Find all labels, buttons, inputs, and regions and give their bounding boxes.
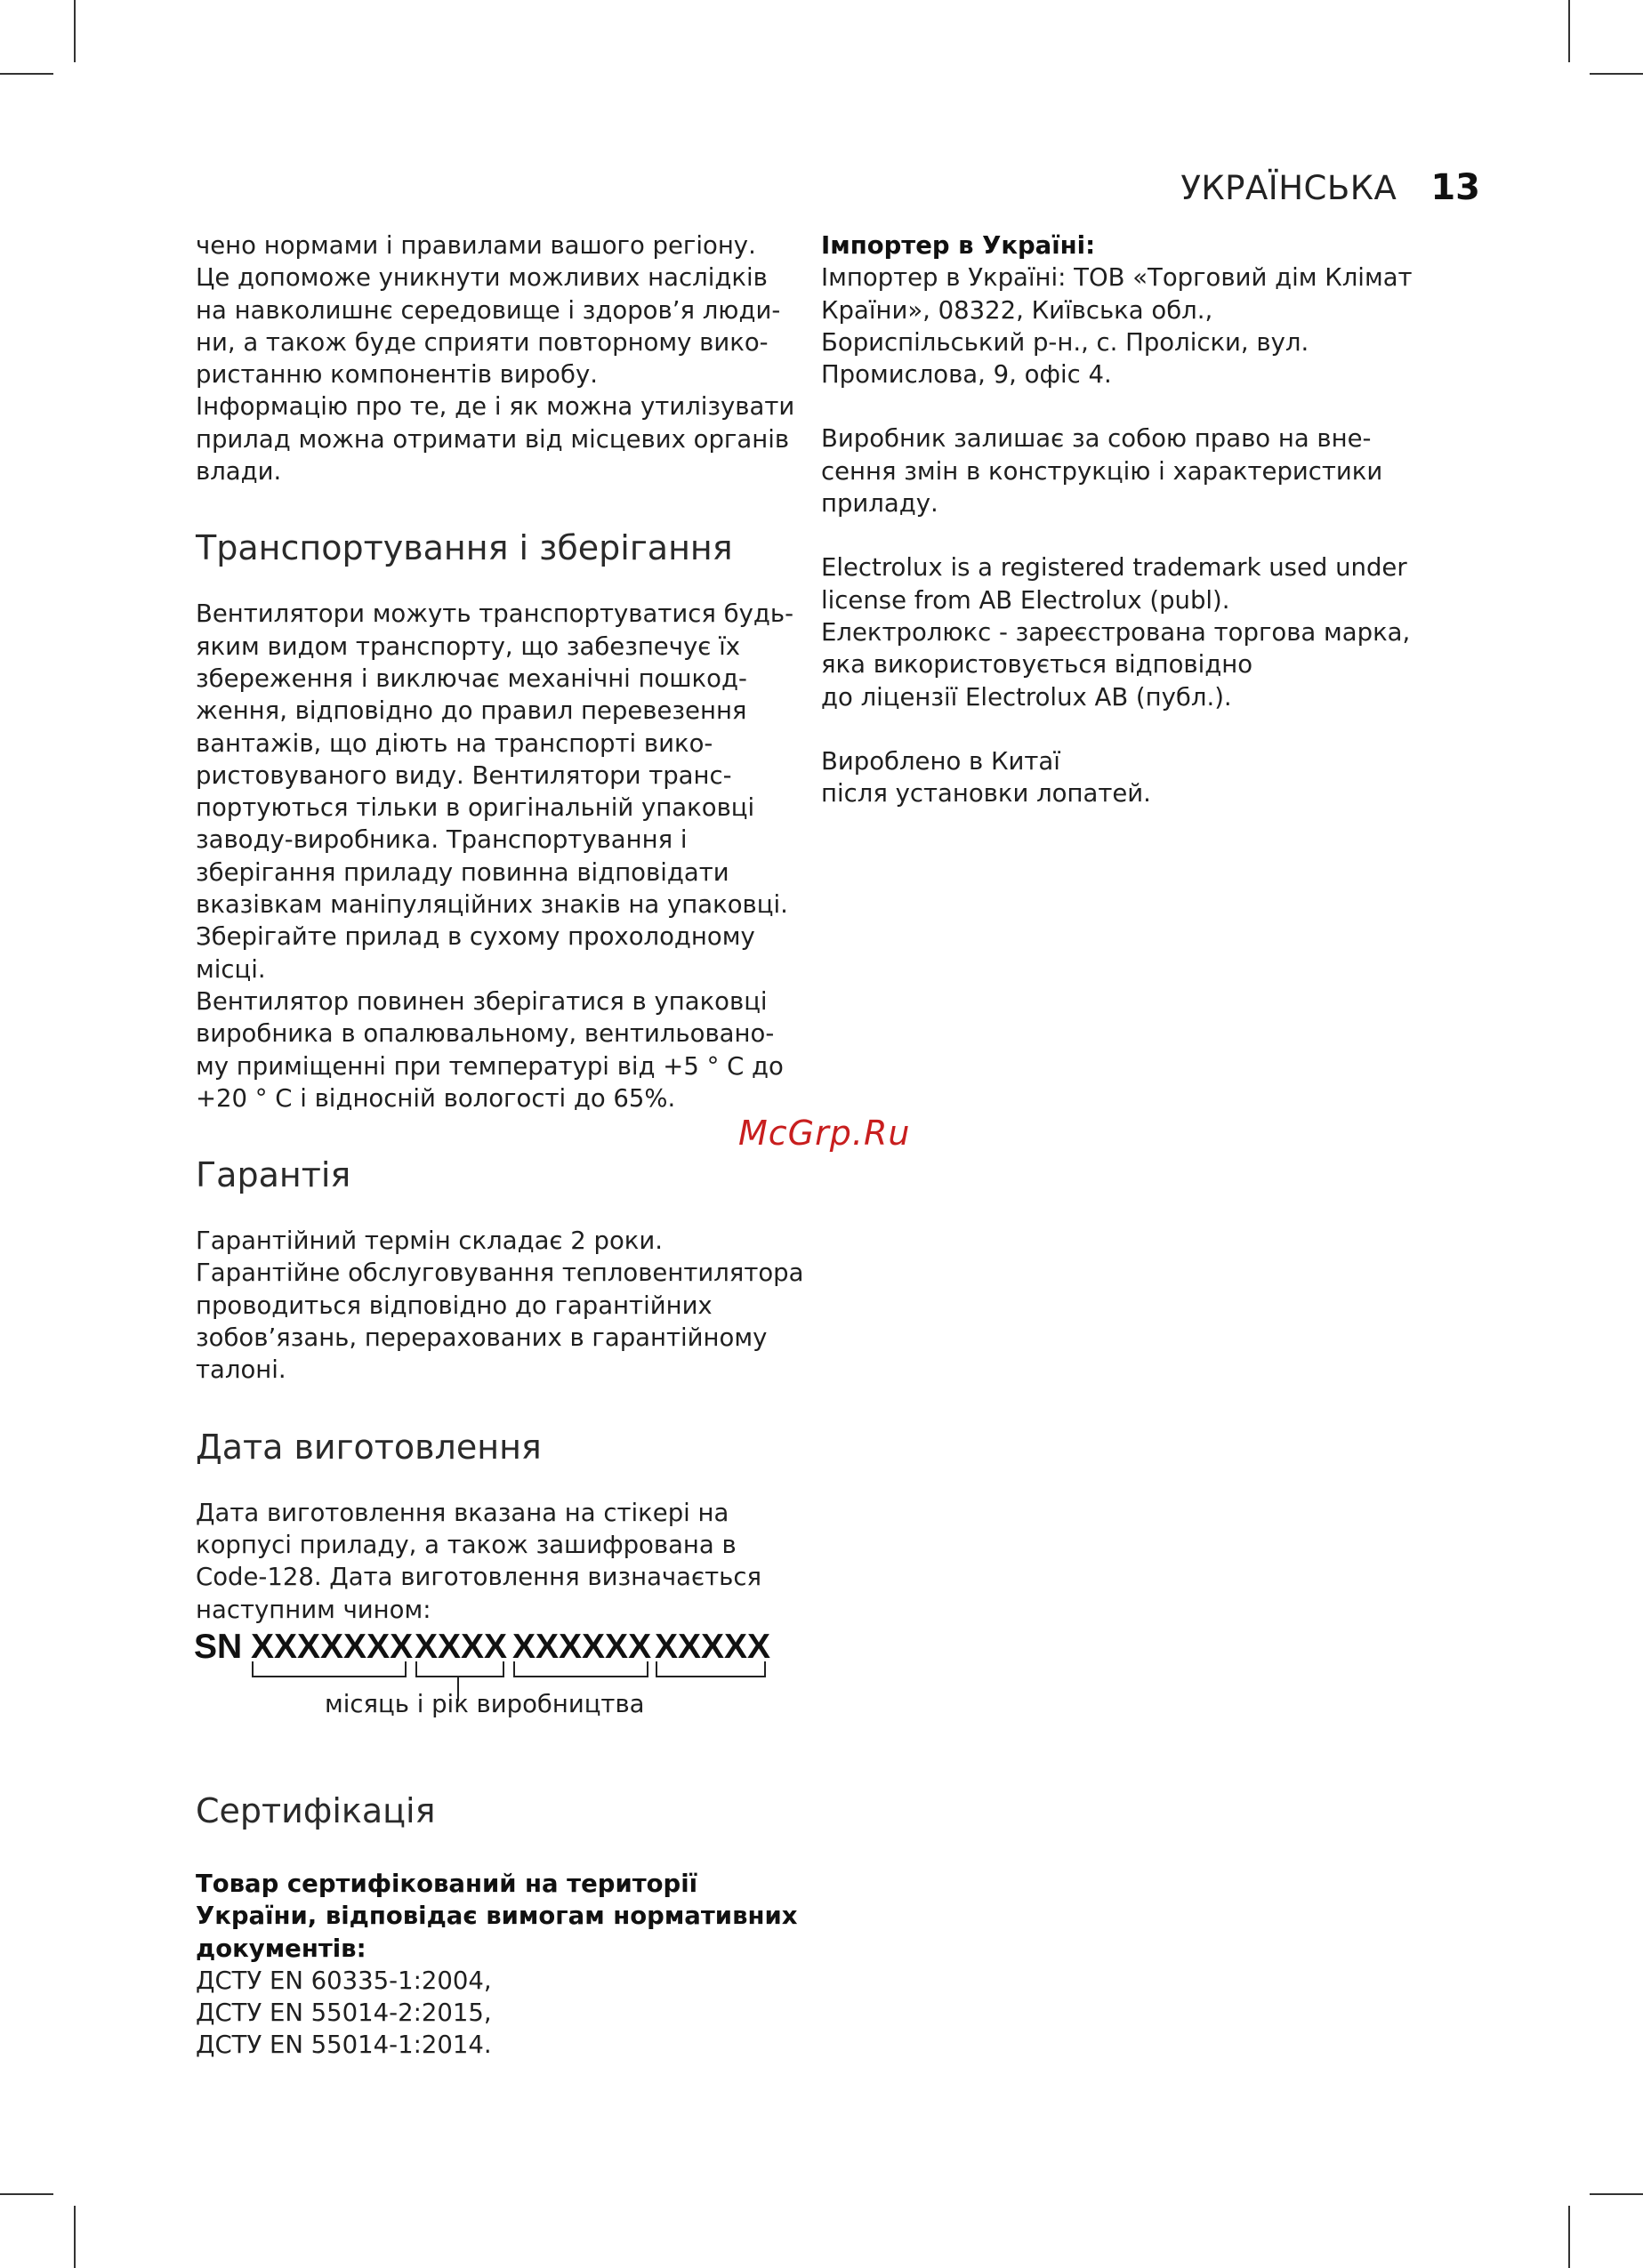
certification-bold-paragraph: [196, 1868, 802, 1965]
text-line: корпусі приладу, а також зашифрована в: [196, 1530, 737, 1559]
text-line: Code-128. Дата виготовлення визначається: [196, 1563, 762, 1592]
text-line: вказівкам маніпуляційних знаків на упаковці.: [196, 890, 788, 920]
text-line: збереження і виключає механічні пошкод-: [196, 664, 747, 693]
serial-bracket-3: [513, 1661, 648, 1677]
text-line: Це допоможе уникнути можливих наслідків: [196, 263, 768, 293]
text-line: Товар сертифікований на території: [196, 1870, 698, 1898]
origin-paragraph: [821, 745, 1444, 810]
importer-paragraph: [821, 229, 1444, 390]
manufacture-date-paragraph: [196, 1497, 802, 1626]
page-header: [1180, 167, 1480, 208]
text-line: ни, а також буде сприяти повторному вико-: [196, 327, 769, 357]
text-line: Гарантійне обслуговування тепловентилятора: [196, 1259, 804, 1288]
rights-paragraph: [821, 422, 1444, 519]
crop-mark-top-right-h: [1590, 73, 1643, 75]
text-line: Країни», 08322, Київська обл.,: [821, 295, 1213, 325]
text-line: Electrolux is a registered trademark used under: [821, 553, 1407, 583]
crop-mark-bottom-left: [74, 2206, 76, 2268]
text-line: Вентилятор повинен зберігатися в упаковці: [196, 986, 768, 1016]
text-line: на навколишнє середовище і здоров’я люди-: [196, 295, 781, 325]
text-line: документів:: [196, 1934, 366, 1963]
text-line: ристанню компонентів виробу.: [196, 360, 598, 390]
text-line: Бориспільський р-н., с. Пролiски, вул.: [821, 327, 1309, 357]
header-language: УКРАЇНСЬКА: [1180, 169, 1397, 207]
text-line: ДСТУ EN 55014-2:2015,: [196, 1999, 492, 2028]
text-line: зобов’язань, перерахованих в гарантійному: [196, 1323, 768, 1353]
transport-heading: Транспортування і зберігання: [196, 528, 733, 568]
right-column: [821, 229, 1444, 809]
crop-mark-bottom-left-h: [0, 2193, 53, 2195]
text-line: +20 ° С і відносній вологості до 65%.: [196, 1083, 676, 1113]
text-line: Гарантійний термін складає 2 роки.: [196, 1226, 664, 1256]
text-line: Інформацію про те, де і як можна утилізувати: [196, 392, 795, 422]
text-line: му приміщенні при температурі від +5 ° С до: [196, 1051, 784, 1081]
text-line: яким видом транспорту, що забезпечує їх: [196, 631, 740, 661]
text-line: яка використовується відповідно: [821, 650, 1253, 680]
text-line: Вентилятори можуть транспортуватися будь-: [196, 599, 793, 629]
crop-mark-bottom-right: [1568, 2206, 1570, 2268]
text-line: виробника в опалювальному, вентильовано-: [196, 1019, 775, 1049]
serial-bracket-4: [656, 1661, 766, 1677]
text-line: місці.: [196, 954, 266, 984]
text-line: зберігання приладу повинна відповідати: [196, 857, 729, 887]
certification-standards: [196, 1965, 802, 2062]
transport-paragraph: [196, 598, 802, 1114]
text-line: Електролюкс - зареєстрована торгова марка,: [821, 617, 1411, 647]
left-column: [196, 229, 802, 1626]
certification-heading: Сертифікація: [196, 1791, 436, 1830]
crop-mark-top-left: [74, 0, 76, 62]
text-line: влади.: [196, 457, 282, 487]
crop-mark-top-left-h: [0, 73, 53, 75]
text-line: України, відповідає вимогам нормативних: [196, 1902, 798, 1931]
text-line: проводиться відповідно до гарантійних: [196, 1291, 713, 1320]
serial-group-1: XXXXXXX: [251, 1628, 414, 1666]
text-line: ристовуваного виду. Вентилятори транс-: [196, 760, 732, 790]
text-line: ДСТУ EN 55014-1:2014.: [196, 2031, 492, 2060]
text-line: наступним чином:: [196, 1595, 431, 1624]
serial-group-2: XXXX: [415, 1628, 508, 1666]
text-line: license from AB Electrolux (publ).: [821, 585, 1230, 615]
serial-label: місяць і рік виробництва: [325, 1690, 645, 1718]
watermark: McGrp.Ru: [738, 1114, 911, 1153]
manufacture-date-heading: Дата виготовлення: [196, 1427, 542, 1467]
importer-title: Імпортер в Україні:: [821, 231, 1096, 260]
serial-group-3: XXXXXX: [512, 1628, 652, 1666]
text-line: сення змін в конструкцію і характеристики: [821, 456, 1383, 486]
crop-mark-bottom-right-h: [1590, 2193, 1643, 2195]
text-line: талоні.: [196, 1355, 286, 1385]
text-line: Зберігайте прилад в сухому прохолодному: [196, 922, 755, 952]
text-line: вантажів, що діють на транспорті вико-: [196, 728, 713, 758]
text-line: Дата виготовлення вказана на стікері на: [196, 1498, 729, 1527]
text-line: Виробник залишає за собою право на вне-: [821, 424, 1372, 454]
serial-bracket-1: [252, 1661, 407, 1677]
warranty-heading: Гарантія: [196, 1155, 351, 1195]
serial-bracket-2: [415, 1661, 504, 1677]
serial-prefix: SN: [194, 1628, 243, 1666]
certification-section: [196, 1789, 802, 2062]
text-line: ДСТУ EN 60335-1:2004,: [196, 1966, 492, 1995]
text-line: Промислова, 9, офіс 4.: [821, 360, 1112, 390]
text-line: Імпортер в Україні: ТОВ «Торговий дім Клімат: [821, 263, 1413, 293]
text-line: прилад можна отримати від місцевих органів: [196, 424, 790, 454]
warranty-paragraph: [196, 1225, 802, 1386]
crop-mark-top-right: [1568, 0, 1570, 62]
serial-group-4: XXXXX: [655, 1628, 771, 1666]
text-line: портуються тільки в оригінальній упаковці: [196, 793, 755, 823]
text-line: приладу.: [821, 489, 938, 519]
text-line: після установки лопатей.: [821, 779, 1151, 808]
page-number: 13: [1430, 167, 1480, 208]
text-line: до ліцензії Electrolux AB (публ.).: [821, 682, 1232, 712]
disposal-paragraph: [196, 229, 802, 487]
text-line: заводу-виробника. Транспортування і: [196, 825, 688, 855]
text-line: Вироблено в Китаї: [821, 746, 1060, 776]
text-line: чено нормами і правилами вашого регіону.: [196, 231, 756, 260]
text-line: ження, відповідно до правил перевезення: [196, 696, 747, 726]
trademark-paragraph: [821, 551, 1444, 712]
